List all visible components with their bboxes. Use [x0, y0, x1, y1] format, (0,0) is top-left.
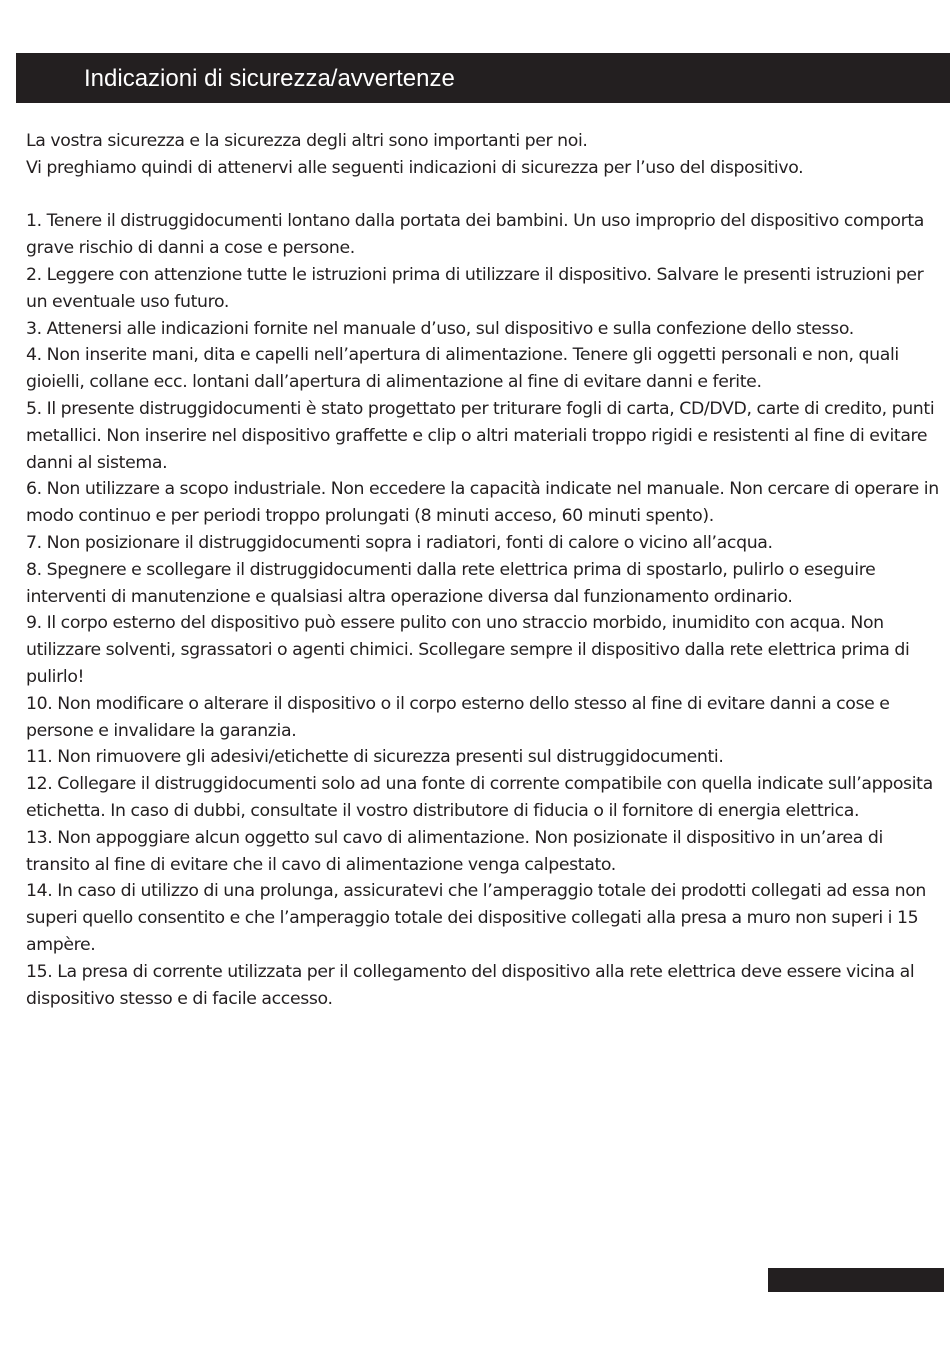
safety-rule: 4. Non inserite mani, dita e capelli nell’apertura di alimentazione. Tenere gli oggetti personali e non, quali gioielli, collane ecc. lontani dall’apertura di alimentazione al fine di evitare danni e ferite.	[26, 345, 899, 393]
safety-rule: 8. Spegnere e scollegare il distruggidocumenti dalla rete elettrica prima di spostarlo, pulirlo o eseguire interventi di manutenzione e qualsiasi altra operazione diversa dal funzionamento ordinario.	[26, 559, 876, 607]
safety-rule: 15. La presa di corrente utilizzata per il collegamento del dispositivo alla rete elettrica deve essere vicina al dispositivo stesso e di facile accesso.	[26, 961, 915, 1009]
safety-rule: 12. Collegare il distruggidocumenti solo ad una fonte di corrente compatibile con quella indicate sull’apposita etichetta. In caso di dubbi, consultate il vostro distributore di fiducia o il fornitore di energia elettrica.	[26, 774, 933, 821]
safety-rule: 7. Non posizionare il distruggidocumenti sopra i radiatori, fonti di calore o vicino all’acqua.	[26, 532, 773, 553]
intro-paragraph: La vostra sicurezza e la sicurezza degli altri sono importanti per noi.	[26, 131, 588, 151]
safety-rule: 1. Tenere il distruggidocumenti lontano dalla portata dei bambini. Un uso improprio del dispositivo comporta grave rischio di danni a cose e persone.	[26, 211, 924, 259]
document-body	[26, 128, 946, 1012]
safety-rule: 5. Il presente distruggidocumenti è stato progettato per triturare fogli di carta, CD/DVD, carte di credito, punti metallici. Non inserire nel dispositivo graffette e clip o altri materiali troppo rigidi e resistenti al fine di evitare danni al sistema.	[26, 398, 935, 473]
safety-rule: 11. Non rimuovere gli adesivi/etichette di sicurezza presenti sul distruggidocumenti.	[26, 747, 724, 768]
intro-paragraph: Vi preghiamo quindi di attenervi alle seguenti indicazioni di sicurezza per l’uso del dispositivo.	[26, 157, 804, 178]
footer-bar	[768, 1268, 944, 1292]
intro-section	[26, 128, 946, 182]
page-title: Indicazioni di sicurezza/avvertenze	[84, 65, 455, 92]
safety-rule: 14. In caso di utilizzo di una prolunga, assicuratevi che l’amperaggio totale dei prodotti collegati ad essa non superi quello consentito e che l’amperaggio totale dei dispositive collegati alla presa a muro non superi i 15 ampère.	[26, 881, 927, 955]
safety-rules-list	[26, 208, 946, 1012]
safety-rule: 2. Leggere con attenzione tutte le istruzioni prima di utilizzare il dispositivo. Salvare le presenti istruzioni per un eventuale uso futuro.	[26, 264, 924, 312]
safety-rule: 10. Non modificare o alterare il dispositivo o il corpo esterno dello stesso al fine di evitare danni a cose e persone e invalidare la garanzia.	[26, 693, 890, 741]
header-bar	[16, 53, 950, 103]
safety-rule: 13. Non appoggiare alcun oggetto sul cavo di alimentazione. Non posizionate il dispositivo in un’area di transito al fine di evitare che il cavo di alimentazione venga calpestato.	[26, 827, 883, 875]
safety-rule: 3. Attenersi alle indicazioni fornite nel manuale d’uso, sul dispositivo e sulla confezione dello stesso.	[26, 318, 854, 339]
safety-rule: 9. Il corpo esterno del dispositivo può essere pulito con uno straccio morbido, inumidito con acqua. Non utilizzare solventi, sgrassatori o agenti chimici. Scollegare sempre il dispositivo dalla rete elettrica prima di pulirlo!	[26, 613, 910, 687]
safety-rule: 6. Non utilizzare a scopo industriale. Non eccedere la capacità indicate nel manuale. Non cercare di operare in modo continuo e per periodi troppo prolungati (8 minuti acceso, 60 minuti spento).	[26, 479, 939, 527]
